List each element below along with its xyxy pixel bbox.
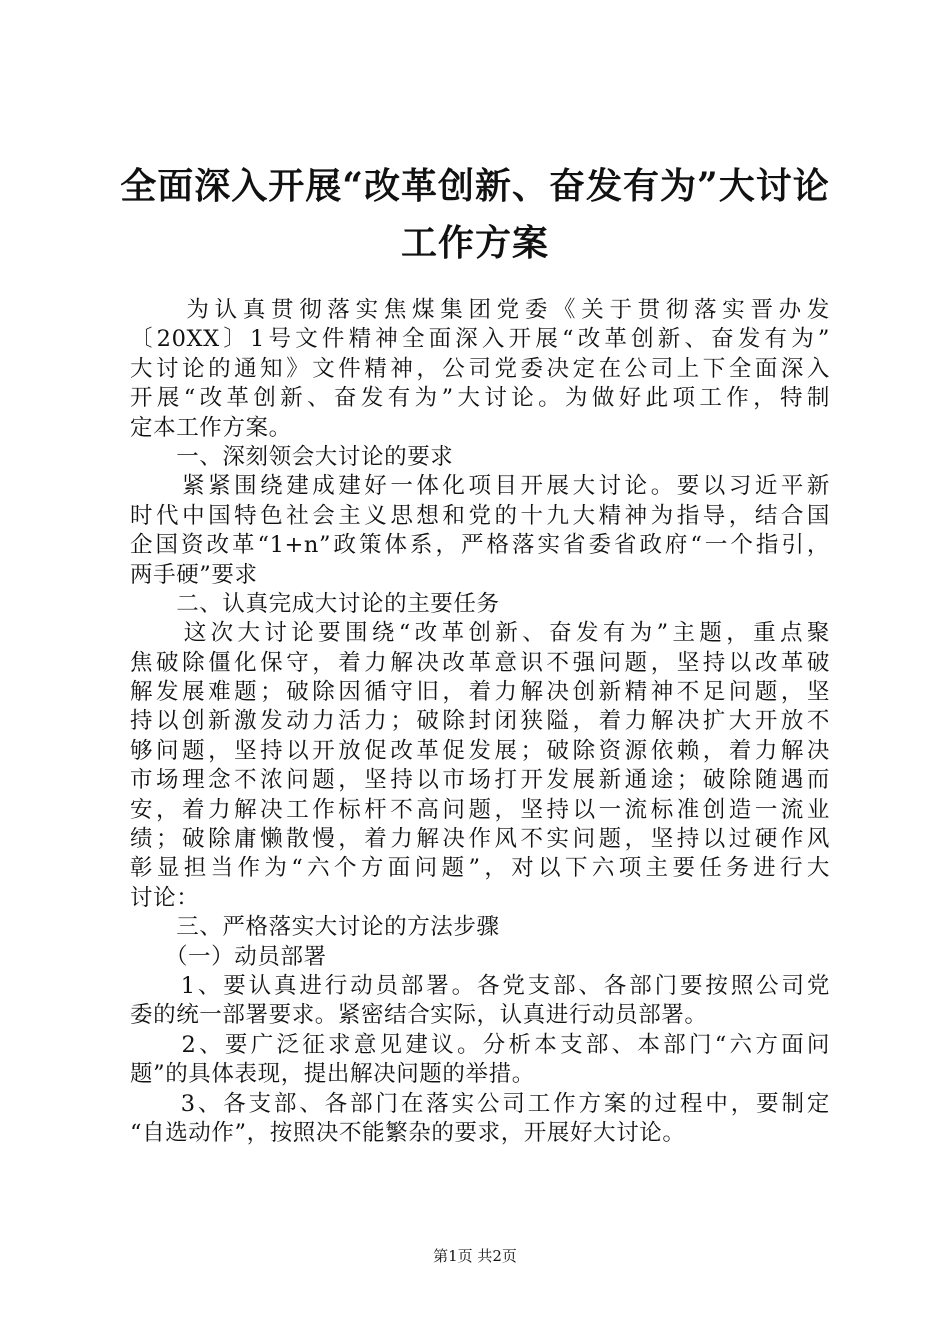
body-line: 〔20XX〕1号文件精神全面深入开展“改革创新、奋发有为” [130, 326, 830, 353]
body-line: 讨论： [130, 884, 200, 911]
body-line: “自选动作”，按照决不能繁杂的要求，开展好大讨论。 [130, 1119, 686, 1146]
body-line: 彰显担当作为“六个方面问题”，对以下六项主要任务进行大 [130, 855, 830, 882]
body-line: （一）动员部署 [130, 943, 327, 970]
body-line: 定本工作方案。 [130, 414, 292, 441]
body-line: 2、要广泛征求意见建议。分析本支部、本部门“六方面问 [130, 1031, 830, 1058]
document-title-line-1: 全面深入开展“改革创新、奋发有为”大讨论 [120, 165, 830, 207]
body-line: 委的统一部署要求。紧密结合实际，认真进行动员部署。 [130, 1002, 708, 1029]
body-line: 持以创新激发动力活力；破除封闭狭隘，着力解决扩大开放不 [130, 708, 830, 735]
body-line: 二、认真完成大讨论的主要任务 [130, 590, 500, 617]
body-line: 绩；破除庸懒散慢，着力解决作风不实问题，坚持以过硬作风 [130, 826, 830, 853]
body-line: 紧紧围绕建成建好一体化项目开展大讨论。要以习近平新 [130, 473, 830, 500]
body-line: 解发展难题；破除因循守旧，着力解决创新精神不足问题，坚 [130, 679, 830, 706]
body-line: 这次大讨论要围绕“改革创新、奋发有为”主题，重点聚 [130, 620, 830, 647]
body-line: 题”的具体表现，提出解决问题的举措。 [130, 1061, 535, 1088]
body-line: 三、严格落实大讨论的方法步骤 [130, 914, 500, 941]
body-line: 开展“改革创新、奋发有为”大讨论。为做好此项工作，特制 [130, 385, 830, 412]
body-line: 1、要认真进行动员部署。各党支部、各部门要按照公司党 [130, 972, 830, 999]
body-line: 3、各支部、各部门在落实公司工作方案的过程中，要制定 [130, 1090, 830, 1117]
body-line: 焦破除僵化保守，着力解决改革意识不强问题，坚持以改革破 [130, 649, 830, 676]
body-line: 一、深刻领会大讨论的要求 [130, 443, 454, 470]
body-line: 大讨论的通知》文件精神，公司党委决定在公司上下全面深入 [130, 355, 830, 382]
body-line: 市场理念不浓问题，坚持以市场打开发展新通途；破除随遇而 [130, 767, 830, 794]
body-line: 两手硬”要求 [130, 561, 258, 588]
body-line: 安，着力解决工作标杆不高问题，坚持以一流标准创造一流业 [130, 796, 830, 823]
body-line: 为认真贯彻落实焦煤集团党委《关于贯彻落实晋办发 [130, 297, 830, 323]
page-footer: 第1页 共2页 [433, 1247, 517, 1265]
document-body [130, 296, 830, 1148]
body-line: 够问题，坚持以开放促改革促发展；破除资源依赖，着力解决 [130, 737, 830, 764]
body-line: 时代中国特色社会主义思想和党的十九大精神为指导，结合国 [130, 502, 830, 529]
body-line: 企国资改革“1+n”政策体系，严格落实省委省政府“一个指引， [130, 532, 830, 559]
document-title-line-2: 工作方案 [400, 222, 549, 264]
